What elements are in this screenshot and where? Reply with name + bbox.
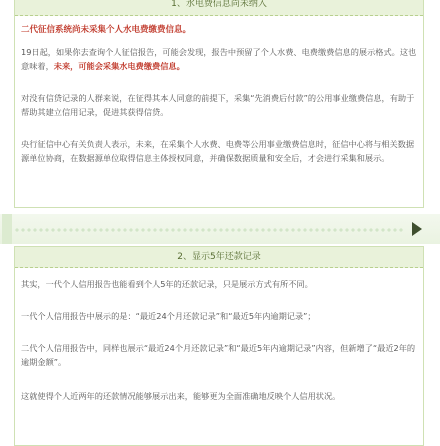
section-1-heading: 1、水电费信息尚未纳入 bbox=[15, 0, 423, 16]
section-2-paragraph-3: 二代个人信用报告中，同样也展示“最近24个月还款记录”和“最近5年内逾期记录”内容，但新增了“最近2年的逾期金额”。 bbox=[21, 343, 416, 367]
section-card-1 bbox=[14, 0, 424, 208]
section-1-paragraph-2: 对没有信贷记录的人群来说，在征得其本人同意的前提下，采集“先消费后付款”的公用事业缴费信息，有助于帮助其建立信用记录，促进其获得信贷。 bbox=[21, 93, 415, 117]
section-2-paragraph-4: 这就使得个人近两年的还款情况能够展示出来，能够更为全面准确地反映个人信用状况。 bbox=[21, 391, 341, 401]
section-2-heading: 2、显示5年还款记录 bbox=[15, 247, 423, 268]
section-1-paragraph-3: 央行征信中心有关负责人表示，未来，在采集个人水费、电费等公用事业缴费信息时，征信中心将与相关数据源单位协商，在数据源单位取得信息主体授权同意，并确保数据质量和安全后，才会进行采集和展示。 bbox=[21, 139, 415, 163]
divider-left-tab bbox=[2, 214, 12, 244]
section-1-highlight: 二代征信系统尚未采集个人水电费缴费信息。 bbox=[21, 25, 192, 35]
section-2-paragraph-1: 其实，一代个人信用报告也能看到个人5年的还款记录，只是展示方式有所不同。 bbox=[21, 279, 313, 289]
section-1-paragraph-1 bbox=[21, 45, 419, 73]
section-card-2 bbox=[14, 246, 424, 446]
divider-dotted-line bbox=[14, 227, 404, 232]
paragraph-1-text: 19日起，如果你去查询个人征信报告，可能会发现，报告中预留了个人水费、电费缴费信息的展示格式。这也意味着， bbox=[21, 47, 417, 71]
paragraph-1-emphasis: 未来，可能会采集水电费缴费信息。 bbox=[53, 61, 185, 71]
section-2-paragraph-2: 一代个人信用报告中展示的是：“最近24个月还款记录”和“最近5年内逾期记录”； bbox=[21, 311, 316, 321]
divider-arrow-icon bbox=[412, 222, 422, 236]
